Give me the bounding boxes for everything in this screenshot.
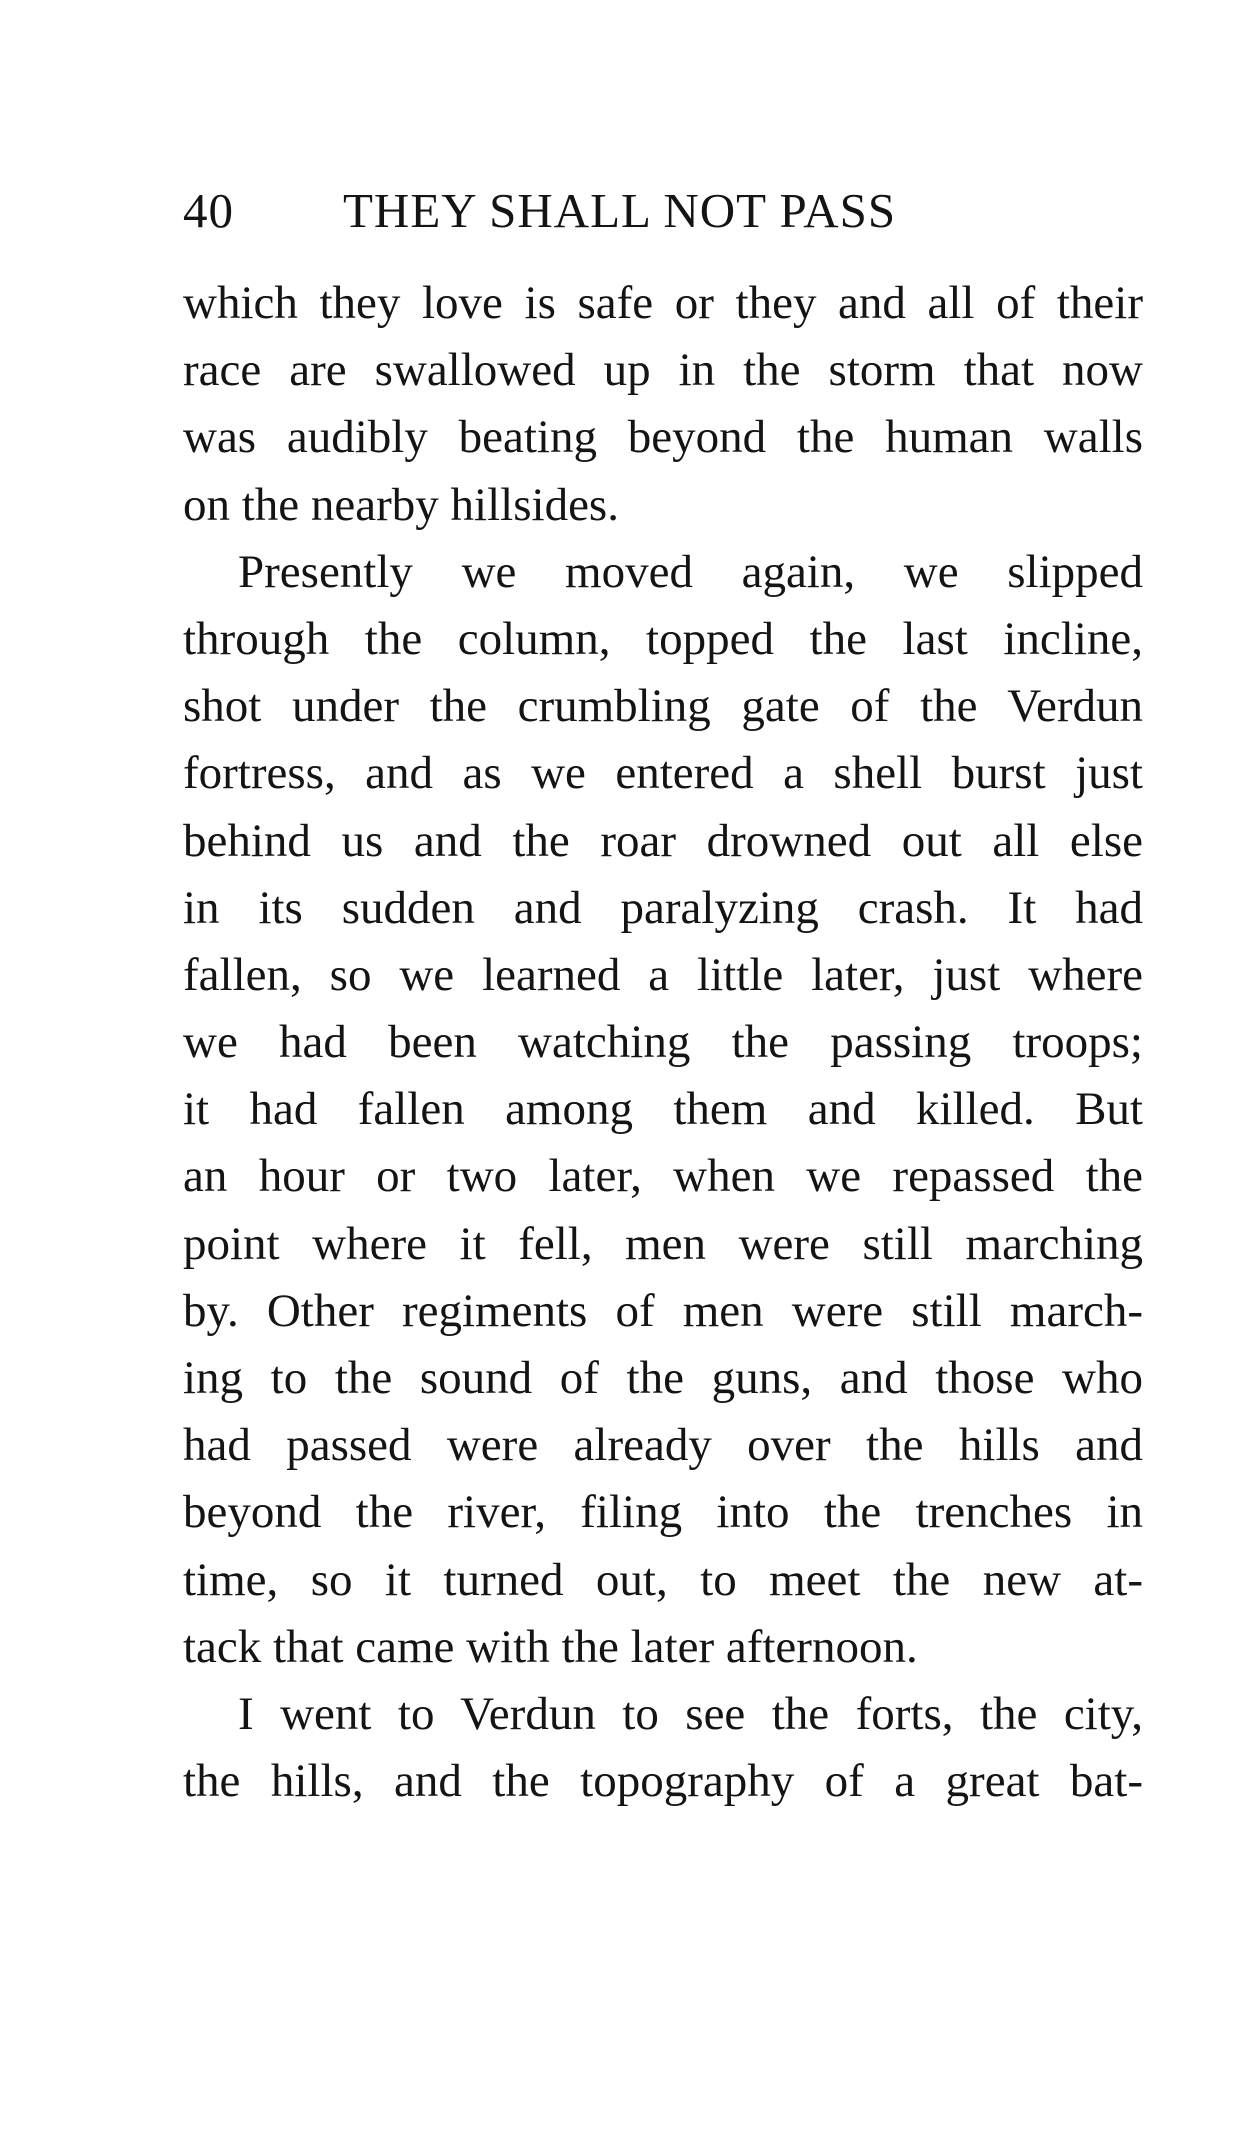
- text-line: beyond the river, filing into the trenches in: [183, 1486, 1143, 1539]
- text-line: behind us and the roar drowned out all else: [183, 814, 1143, 867]
- running-head: [183, 183, 1143, 239]
- text-line: shot under the crumbling gate of the Verdun: [183, 680, 1143, 733]
- paragraph: [183, 539, 1143, 1681]
- body-text: [183, 270, 1143, 1815]
- text-line: on the nearby hillsides.: [183, 478, 619, 531]
- paragraph: [183, 1681, 1143, 1815]
- text-line: an hour or two later, when we repassed the: [183, 1150, 1143, 1203]
- page-number: 40: [183, 183, 234, 238]
- text-line: fortress, and as we entered a shell burst just: [183, 747, 1143, 800]
- running-title: THEY SHALL NOT PASS: [343, 183, 897, 238]
- text-line: through the column, topped the last incline,: [183, 612, 1143, 665]
- text-line: by. Other regiments of men were still march-: [183, 1284, 1143, 1337]
- text-line: was audibly beating beyond the human walls: [183, 411, 1143, 464]
- text-line: I went to Verdun to see the forts, the city,: [238, 1687, 1143, 1740]
- text-line: point where it fell, men were still marching: [183, 1217, 1143, 1270]
- paragraph: [183, 270, 1143, 539]
- text-line: Presently we moved again, we slipped: [238, 545, 1143, 598]
- text-line: race are swallowed up in the storm that now: [183, 344, 1143, 397]
- text-line: ing to the sound of the guns, and those who: [183, 1352, 1143, 1404]
- text-line: the hills, and the topography of a great bat-: [183, 1755, 1143, 1808]
- text-line: time, so it turned out, to meet the new at-: [183, 1553, 1143, 1606]
- text-line: which they love is safe or they and all of their: [183, 277, 1143, 329]
- text-line: tack that came with the later afternoon.: [183, 1620, 918, 1673]
- text-line: fallen, so we learned a little later, just where: [183, 948, 1143, 1001]
- text-line: we had been watching the passing troops;: [183, 1016, 1143, 1069]
- text-line: it had fallen among them and killed. But: [183, 1083, 1143, 1136]
- text-line: in its sudden and paralyzing crash. It had: [183, 881, 1143, 934]
- text-line: had passed were already over the hills and: [183, 1419, 1143, 1472]
